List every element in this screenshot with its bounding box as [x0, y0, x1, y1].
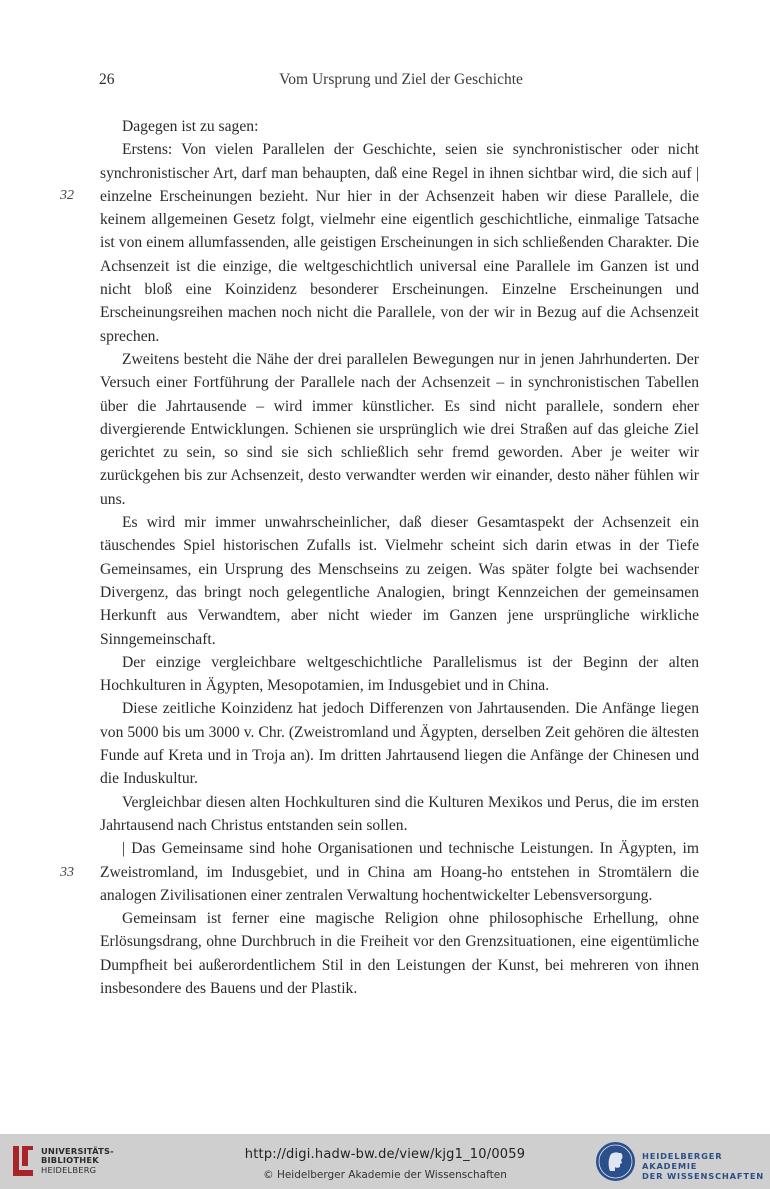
paragraph: Diese zeitliche Koinzidenz hat jedoch Differenzen von Jahrtausenden. Die Anfänge liegen von 5000 bis um 3000 v. Chr. (Zweistromland und Ägypten, derselben Zeit gehören die ältesten Funde auf Kreta und in Troja an). Im dritten Jahrtausend liegen die Anfänge der Chinesen und die Induskultur.: [100, 700, 699, 788]
academy-name: [642, 1151, 770, 1181]
paragraph: | Das Gemeinsame sind hohe Organisationen und technische Leistungen. In Ägypten, im Zweistromland, im Indusgebiet, und in China am Hoang-ho entstehen in Stromtälern die analogen Zivilisationen einer zentralen Verwaltung hochentwickelter Lebensversorgung.: [100, 840, 699, 904]
running-title: Vom Ursprung und Ziel der Geschichte: [279, 71, 523, 88]
page-number: 26: [99, 71, 115, 88]
permalink-url[interactable]: http://digi.hadw-bw.de/view/kjg1_10/0059: [244, 1147, 526, 1162]
academy-name-line: DER WISSENSCHAFTEN: [642, 1171, 765, 1181]
library-name-line: BIBLIOTHEK: [41, 1155, 99, 1166]
academy-name-line: HEIDELBERGER AKADEMIE: [642, 1151, 723, 1171]
margin-page-ref-33: 33: [60, 865, 74, 880]
library-name-line: HEIDELBERG: [41, 1164, 97, 1175]
paragraph: Gemeinsam ist ferner eine magische Religion ohne philosophische Erhellung, ohne Erlösungsdrang, ohne Durchbruch in die Freiheit vor den Grenzsituationen, eine eigentümliche Dumpfheit bei außerordentlichem Stil in den Leistungen der Kunst, bei mehreren von ihnen insbesondere des Bauens und der Plastik.: [100, 910, 699, 997]
margin-page-ref-32: 32: [60, 188, 74, 203]
body-text: [100, 115, 699, 1000]
paragraph: Dagegen ist zu sagen:: [122, 118, 259, 135]
academy-seal-icon: [595, 1141, 636, 1182]
paragraph: Zweitens besteht die Nähe der drei parallelen Bewegungen nur in jenen Jahrhunderten. Der Versuch einer Fortführung der Parallele nach der Achsenzeit – in synchronistischen Tabellen über die Jahrtausende – wird immer künstlicher. Es sind nicht parallele, sondern eher divergierende Entwicklungen. Schienen sie ursprünglich wie drei Straßen auf das gleiche Ziel gerichtet zu sein, so sind sie sich schließlich sehr fremd geworden. Aber je weiter wir zurückgehen bis zur Achsenzeit, desto verwandter werden wir einander, desto näher fühlen wir uns.: [100, 350, 699, 508]
footer-bar: [0, 1134, 770, 1189]
paragraph: Es wird mir immer unwahrscheinlicher, daß dieser Gesamtaspekt der Achsenzeit ein täuschendes Spiel historischen Zufalls ist. Vielmehr scheint sich darin etwas in der Tiefe Gemeinsames, ein Ursprung des Menschseins zu zeigen. Was später folgte bei wachsender Divergenz, das bringt noch gelegentliche Analogien, bringt Kennzeichen der gemeinsamen Herkunft aus Verwandtem, aber nicht wieder im Ganzen jene ursprüngliche wirkliche Sinngemeinschaft.: [100, 514, 699, 648]
paragraph: Vergleichbar diesen alten Hochkulturen sind die Kulturen Mexikos und Perus, die im ersten Jahrtausend nach Christus entstanden sein sollen.: [100, 793, 699, 834]
paragraph: Der einzige vergleichbare weltgeschichtliche Parallelismus ist der Beginn der alten Hochkulturen in Ägypten, Mesopotamien, im Indusgebiet und in China.: [100, 653, 699, 695]
paragraph: Erstens: Von vielen Parallelen der Geschichte, seien sie synchronistischer oder nicht synchronistischer Art, darf man behaupten, daß eine Regel in ihnen sichtbar wird, die sich auf | einzelne Erscheinungen bezieht. Nur hier in der Achsenzeit haben wir diese Parallele, die keinem allgemeinen Gesetz folgt, vielmehr eine eigentlich geschichtliche, einmalige Tatsache ist von einem allumfassenden, alle geistigen Erscheinungen in sich schließenden Charakter. Die Achsenzeit ist die einzige, die weltgeschichtlich universal eine Parallele im Ganzen ist und nicht bloß eine Koinzidenz besonderer Erscheinungen. Einzelne Erscheinungen und Erscheinungsreihen machen noch nicht die Parallele, von der wir in Bezug auf die Achsenzeit sprechen.: [100, 141, 699, 345]
copyright-notice: © Heidelberger Akademie der Wissenschaften: [263, 1169, 507, 1181]
library-name-line: UNIVERSITÄTS-: [41, 1146, 114, 1156]
